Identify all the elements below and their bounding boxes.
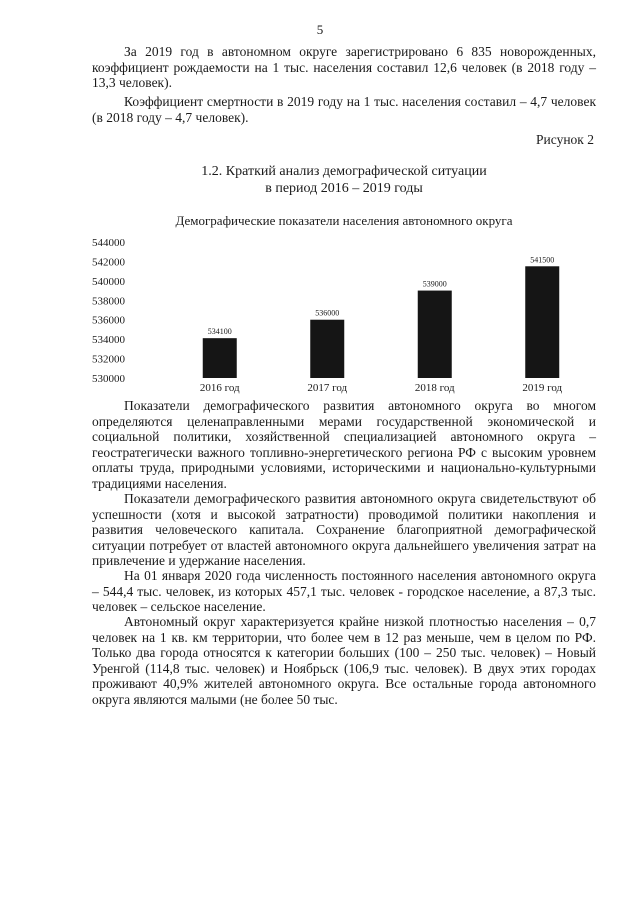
x-category-label: 2017 год xyxy=(307,382,348,394)
paragraph-population: На 01 января 2020 года численность постоянного населения автономного округа – 544,4 тыс. человек, из которых 457,1 тыс. человек - городское население, а 87,3 тыс. человек – сельское население. xyxy=(92,568,596,615)
y-tick-label: 538000 xyxy=(92,295,125,308)
y-tick-label: 540000 xyxy=(92,275,125,288)
paragraph-factors: Показатели демографического развития автономного округа во многом определяются целенаправленными мерами государственной экономической и социальной политики, хозяйственной специализацией автономного округа – геостратегически важного топливно-энергетического региона РФ с высоким уровнем оплаты труда, природными условиями, историческими и национально-культурными традициями населения. xyxy=(92,398,596,491)
chart-title: Демографические показатели населения автономного округа xyxy=(175,213,513,228)
x-category-label: 2018 год xyxy=(414,382,455,394)
paragraph-mortality: Коэффициент смертности в 2019 году на 1 тыс. населения составил – 4,7 человек (в 2018 году – 4,7 человек). xyxy=(92,94,596,125)
figure-label: Рисунок 2 xyxy=(536,132,594,147)
y-tick-label: 532000 xyxy=(92,353,125,366)
section-title-line-2: в период 2016 – 2019 годы xyxy=(265,181,423,196)
y-tick-label: 536000 xyxy=(92,314,125,327)
bar xyxy=(525,266,559,378)
paragraph-human-capital: Показатели демографического развития автономного округа свидетельствуют об успешности (хотя и высокой затратности) проводимой политики накопления и развития человеческого капитала. Сохранение благоприятной демографической ситуации потребует от властей автономного округа дальнейшего увеличения затрат на привлечение и удержание населения. xyxy=(92,491,596,569)
y-tick-label: 534000 xyxy=(92,334,125,347)
bar-value-label: 536000 xyxy=(315,308,340,318)
y-tick-label: 542000 xyxy=(92,256,125,269)
y-tick-label: 530000 xyxy=(92,373,125,385)
bar-value-label: 541500 xyxy=(530,255,555,265)
bar xyxy=(310,320,344,378)
population-bar-chart xyxy=(92,228,596,396)
paragraph-births: За 2019 год в автономном округе зарегистрировано 6 835 новорожденных, коэффициент рождаемости на 1 тыс. населения составил 12,6 человек (в 2018 году – 13,3 человек). xyxy=(92,44,596,91)
page-number: 5 xyxy=(316,22,324,37)
x-category-label: 2019 год xyxy=(522,382,563,394)
paragraph-density: Автономный округ характеризуется крайне низкой плотностью населения – 0,7 человек на 1 кв. км территории, что более чем в 12 раз меньше, чем в целом по РФ. Только два города относятся к категории больших (100 – 250 тыс. человек) – Новый Уренгой (114,8 тыс. человек) и Ноябрьск (106,9 тыс. человек). В двух этих городах проживают 40,9% жителей автономного округа. Все остальные города автономного округа являются малыми (не более 50 тыс. xyxy=(92,614,596,707)
bar-value-label: 539000 xyxy=(422,279,447,289)
bar xyxy=(203,338,237,378)
y-tick-label: 544000 xyxy=(92,237,125,249)
section-title xyxy=(92,163,596,197)
bar-value-label: 534100 xyxy=(207,327,232,337)
bar xyxy=(418,291,452,378)
x-category-label: 2016 год xyxy=(199,382,240,394)
section-title-line-1: 1.2. Краткий анализ демографической ситуации xyxy=(201,164,487,179)
